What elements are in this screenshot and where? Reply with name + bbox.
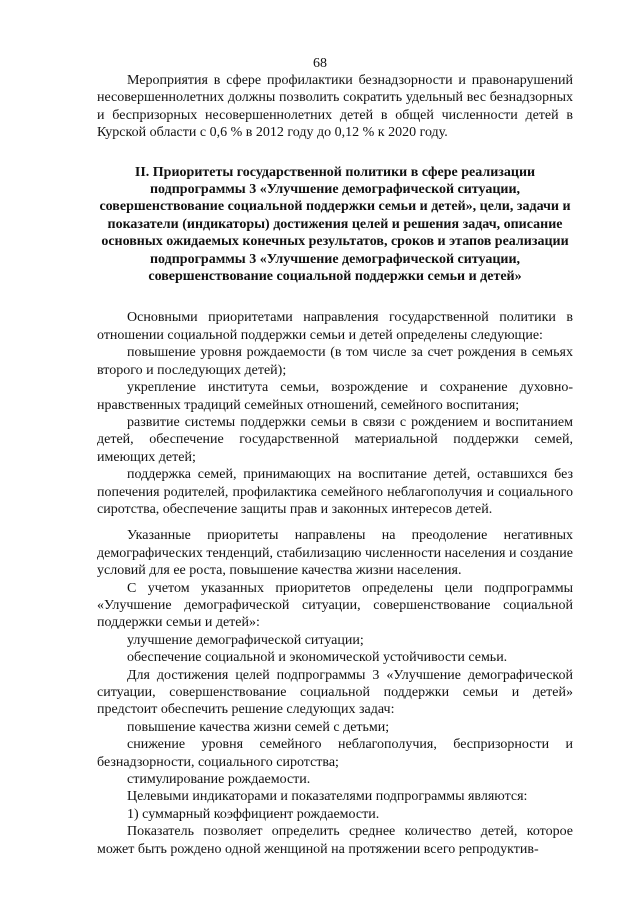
goal-item: улучшение демографической ситуации; xyxy=(127,632,364,648)
indicator-description: Показатель позволяет определить среднее количество детей, которое может быть рождено одной женщиной на протяжении всего репродуктив- xyxy=(97,824,573,857)
task-item: повышение качества жизни семей с детьми; xyxy=(127,719,390,735)
intro-paragraph: Мероприятия в сфере профилактики безнадзорности и правонарушений несовершеннолетних должны позволить сократить удельный вес безнадзорных и беспризорных несовершеннолетних детей в общей численности детей в Курской области с 0,6 % в 2012 году до 0,12 % к 2020 году. xyxy=(97,73,573,141)
indicators-lead: Целевыми индикаторами и показателями подпрограммы являются: xyxy=(127,789,528,805)
goals-lead: С учетом указанных приоритетов определены цели подпрограммы «Улучшение демографической ситуации, совершенствование социальной поддержки семьи и детей»: xyxy=(97,580,573,631)
section-heading: II. Приоритеты государственной политики в сфере реализации подпрограммы 3 «Улучшение демографической ситуации, совершенствование социальной поддержки семьи и детей», цели, задачи и показатели (индикаторы) достижения целей и решения задач, описание основных ожидаемых конечных результатов, сроков и этапов реализации подпрограммы 3 «Улучшение демографической ситуации, совершенствование социальной поддержки семьи и детей» xyxy=(99,164,571,285)
priority-item: повышение уровня рождаемости (в том числе за счет рождения в семьях второго и последующих детей); xyxy=(97,345,573,378)
priorities-summary: Указанные приоритеты направлены на преодоление негативных демографических тенденций, стабилизацию численности населения и создание условий для ее роста, повышение качества жизни населения. xyxy=(97,528,574,579)
priority-item: укрепление института семьи, возрождение и сохранение духовно-нравственных традиций семейных отношений, семейного воспитания; xyxy=(97,380,573,413)
goal-item: обеспечение социальной и экономической устойчивости семьи. xyxy=(127,650,508,666)
page-number: 68 xyxy=(313,56,327,71)
task-item: снижение уровня семейного неблагополучия, беспризорности и безнадзорности, социального сиротства; xyxy=(97,737,573,770)
indicator-item: 1) суммарный коэффициент рождаемости. xyxy=(127,806,380,822)
task-item: стимулирование рождаемости. xyxy=(127,772,311,788)
priority-item: поддержка семей, принимающих на воспитание детей, оставшихся без попечения родителей, профилактика семейного неблагополучия и социального сиротства, обеспечение защиты прав и законных интересов детей. xyxy=(97,467,573,517)
tasks-lead: Для достижения целей подпрограммы 3 «Улучшение демографической ситуации, совершенствование социальной поддержки семьи и детей» предстоит обеспечить решение следующих задач: xyxy=(97,667,573,718)
priority-item: развитие системы поддержки семьи в связи с рождением и воспитанием детей, обеспечение государственной материальной поддержки семей, имеющих детей; xyxy=(97,414,573,465)
document-body xyxy=(97,72,573,858)
priorities-lead: Основными приоритетами направления государственной политики в отношении социальной поддержки семьи и детей определены следующие: xyxy=(97,310,573,343)
